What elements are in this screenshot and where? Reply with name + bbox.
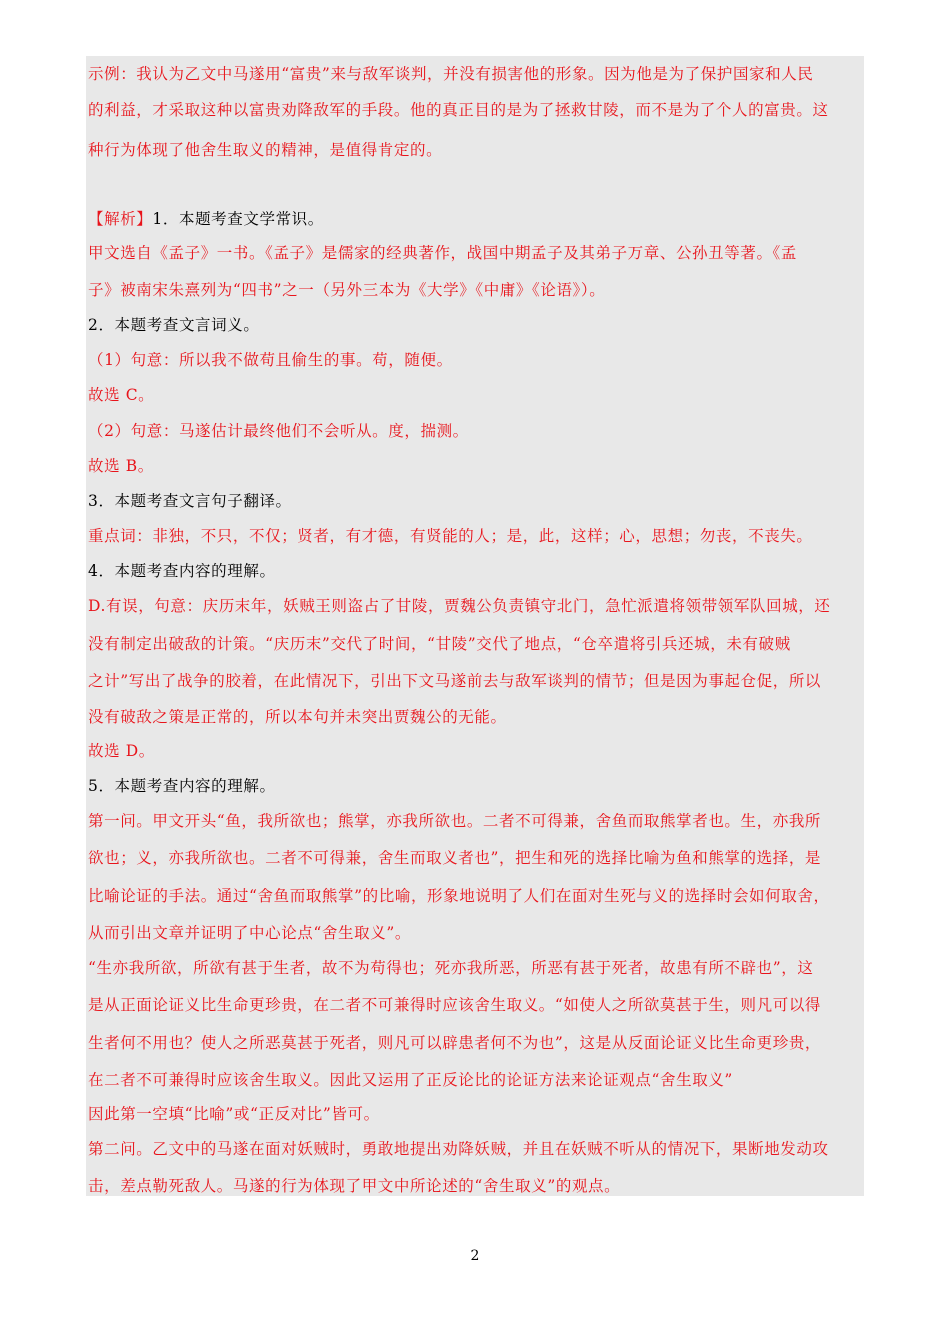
q2-line: 故选 C。: [88, 386, 155, 404]
q2-line: 故选 B。: [88, 457, 154, 475]
q4-line: 没有制定出破敌的计策。“庆历末”交代了时间，“甘陵”交代了地点，“仓卒遣将引兵还城，未有破贼: [88, 635, 791, 653]
q2-title: 2．本题考查文言词义。: [88, 316, 260, 334]
q4-line: D.有误，句意：庆历末年，妖贼王则盗占了甘陵，贾魏公负责镇守北门，急忙派遣将领带领军队回城，还: [88, 597, 831, 615]
analysis-heading: [88, 209, 864, 229]
q5-line: 因此第一空填“比喻”或“正反对比”皆可。: [88, 1105, 380, 1123]
page-number: 2: [470, 1248, 480, 1264]
q5-line: 从而引出文章并证明了中心论点“舍生取义”。: [88, 924, 411, 942]
q5-line: 第一问。甲文开头“鱼，我所欲也；熊掌，亦我所欲也。二者不可得兼，舍鱼而取熊掌者也。生，亦我所: [88, 812, 822, 830]
q5-title: 5．本题考查内容的理解。: [88, 777, 276, 795]
analysis-label: 【解析】: [88, 210, 153, 228]
q1-line: 甲文选自《孟子》一书。《孟子》是儒家的经典著作，战国中期孟子及其弟子万章、公孙丑等著。《孟: [88, 244, 798, 262]
q5-line: 在二者不可兼得时应该舍生取义。因此又运用了正反论比的论证方法来论证观点“舍生取义”: [88, 1071, 733, 1089]
q1-title: 1．本题考查文学常识。: [152, 210, 324, 228]
q5-line: 生者何不用也？使人之所恶莫甚于死者，则凡可以辟患者何不为也”，这是从反面论证义比生命更珍贵，: [88, 1034, 822, 1052]
q4-line: 之计”写出了战争的胶着，在此情况下，引出下文马遂前去与敌军谈判的情节；但是因为事起仓促，所以: [88, 672, 822, 690]
example-line: 种行为体现了他舍生取义的精神，是值得肯定的。: [88, 141, 443, 159]
q3-title: 3．本题考查文言句子翻译。: [88, 492, 292, 510]
q2-line: （2）句意：马遂估计最终他们不会听从。度，揣测。: [88, 422, 469, 440]
q2-line: （1）句意：所以我不做苟且偷生的事。苟，随便。: [88, 351, 453, 369]
q5-line: 欲也；义，亦我所欲也。二者不可得兼，舍生而取义者也”，把生和死的选择比喻为鱼和熊掌的选择，是: [88, 849, 822, 867]
q4-title: 4．本题考查内容的理解。: [88, 562, 276, 580]
q4-line: 没有破敌之策是正常的，所以本句并未突出贾魏公的无能。: [88, 708, 507, 726]
q1-line: 子》被南宋朱熹列为“四书”之一（另外三本为《大学》《中庸》《论语》）。: [88, 281, 606, 299]
q5-line: 比喻论证的手法。通过“舍鱼而取熊掌”的比喻，形象地说明了人们在面对生死与义的选择时会如何取舍，: [88, 887, 830, 905]
example-line: 示例：我认为乙文中马遂用“富贵”来与敌军谈判，并没有损害他的形象。因为他是为了保护国家和人民: [88, 65, 814, 83]
example-line: 的利益，才采取这种以富贵劝降敌军的手段。他的真正目的是为了拯救甘陵，而不是为了个人的富贵。这: [88, 101, 829, 119]
q5-line: “生亦我所欲，所欲有甚于生者，故不为苟得也；死亦我所恶，所恶有甚于死者，故患有所不辟也”，这: [88, 959, 814, 977]
q4-line: 故选 D。: [88, 742, 155, 760]
q5-line: 第二问。乙文中的马遂在面对妖贼时，勇敢地提出劝降妖贼，并且在妖贼不听从的情况下，果断地发动攻: [88, 1140, 829, 1158]
q5-line: 是从正面论证义比生命更珍贵，在二者不可兼得时应该舍生取义。“如使人之所欲莫甚于生，则凡可以得: [88, 996, 822, 1014]
q3-line: 重点词：非独，不只，不仅；贤者，有才德，有贤能的人；是，此，这样；心，思想；勿丧，不丧失。: [88, 527, 813, 545]
q5-line: 击，差点勒死敌人。马遂的行为体现了甲文中所论述的“舍生取义”的观点。: [88, 1177, 621, 1195]
